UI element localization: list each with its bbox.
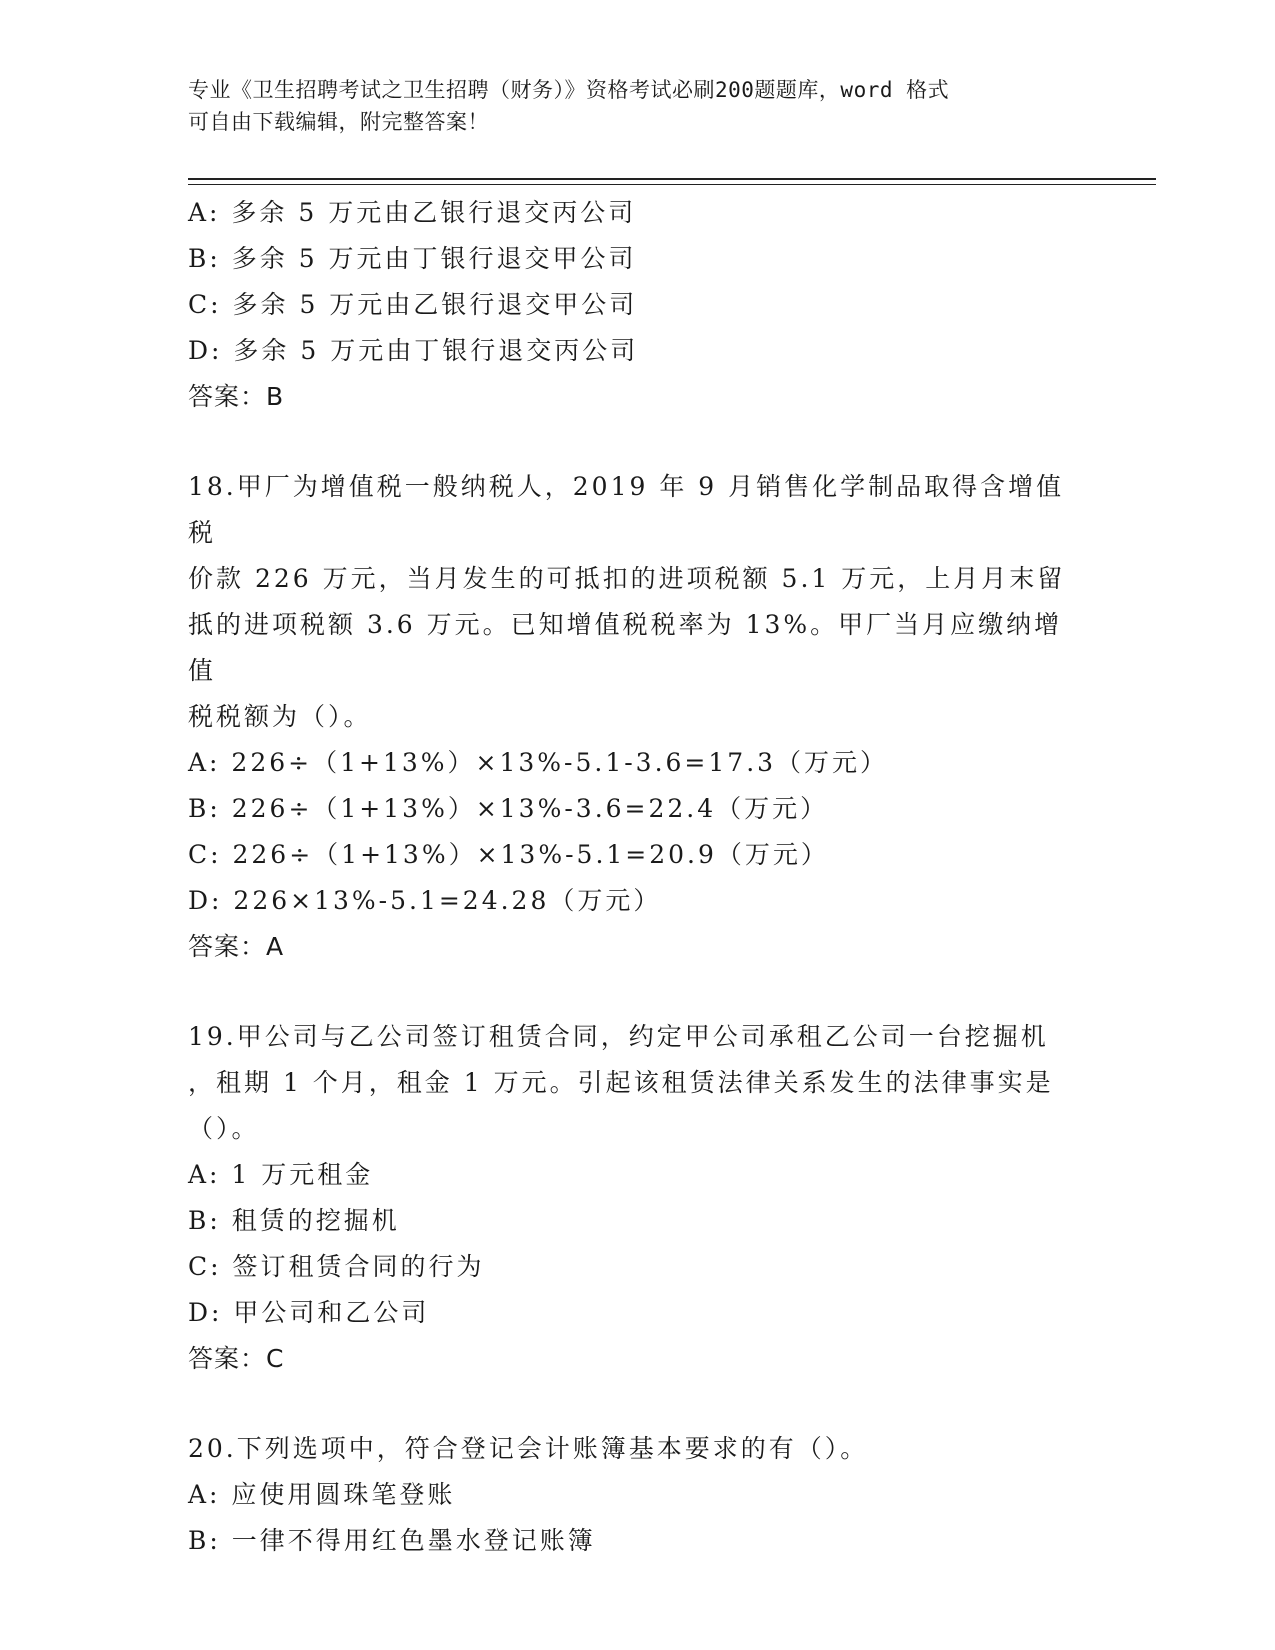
document-body <box>188 190 1088 1564</box>
header-title-line2: 可自由下载编辑，附完整答案！ <box>188 110 489 134</box>
q18-option-b: B: 226÷（1+13%）×13%-3.6=22.4（万元） <box>188 794 829 823</box>
question-19 <box>188 1014 1088 1382</box>
q17-option-d: D: 多余 5 万元由丁银行退交丙公司 <box>188 336 639 365</box>
q20-stem: 20.下列选项中，符合登记会计账簿基本要求的有（）。 <box>188 1434 869 1463</box>
q19-option-a: A: 1 万元租金 <box>188 1160 374 1189</box>
question-20 <box>188 1426 1088 1564</box>
q19-option-d: D: 甲公司和乙公司 <box>188 1298 430 1327</box>
q19-option-c: C: 签订租赁合同的行为 <box>188 1252 485 1281</box>
header-divider-thin <box>188 184 1156 185</box>
q17-option-b: B: 多余 5 万元由丁银行退交甲公司 <box>188 244 637 273</box>
header-divider-thick <box>188 178 1156 180</box>
q20-option-a: A: 应使用圆珠笔登账 <box>188 1480 456 1509</box>
document-header <box>188 74 1068 138</box>
q17-option-c: C: 多余 5 万元由乙银行退交甲公司 <box>188 290 638 319</box>
q19-answer: 答案：C <box>188 1344 285 1373</box>
question-17 <box>188 190 1088 420</box>
q19-option-b: B: 租赁的挖掘机 <box>188 1206 400 1235</box>
question-18 <box>188 464 1088 970</box>
q18-option-c: C: 226÷（1+13%）×13%-5.1=20.9（万元） <box>188 840 829 869</box>
q18-option-a: A: 226÷（1+13%）×13%-5.1-3.6=17.3（万元） <box>188 748 889 777</box>
q19-stem: 19.甲公司与乙公司签订租赁合同，约定甲公司承租乙公司一台挖掘机 ，租期 1 个月，租金 1 万元。引起该租赁法律关系发生的法律事实是 （）。 <box>188 1022 1054 1143</box>
q18-option-d: D: 226×13%-5.1=24.28（万元） <box>188 886 662 915</box>
q18-answer: 答案：A <box>188 932 285 961</box>
q17-option-a: A: 多余 5 万元由乙银行退交丙公司 <box>188 198 637 227</box>
header-title-line1: 专业《卫生招聘考试之卫生招聘（财务）》资格考试必刷200题题库，word 格式 <box>188 78 950 102</box>
q18-stem: 18.甲厂为增值税一般纳税人，2019 年 9 月销售化学制品取得含增值税 价款 226 万元，当月发生的可抵扣的进项税额 5.1 万元，上月月末留 抵的进项税额 3.6 万元。已知增值税税率为 13%。甲厂当月应缴纳增值 税税额为（）。 <box>188 472 1066 731</box>
q20-option-b: B: 一律不得用红色墨水登记账簿 <box>188 1526 596 1555</box>
q17-answer: 答案：B <box>188 382 285 411</box>
